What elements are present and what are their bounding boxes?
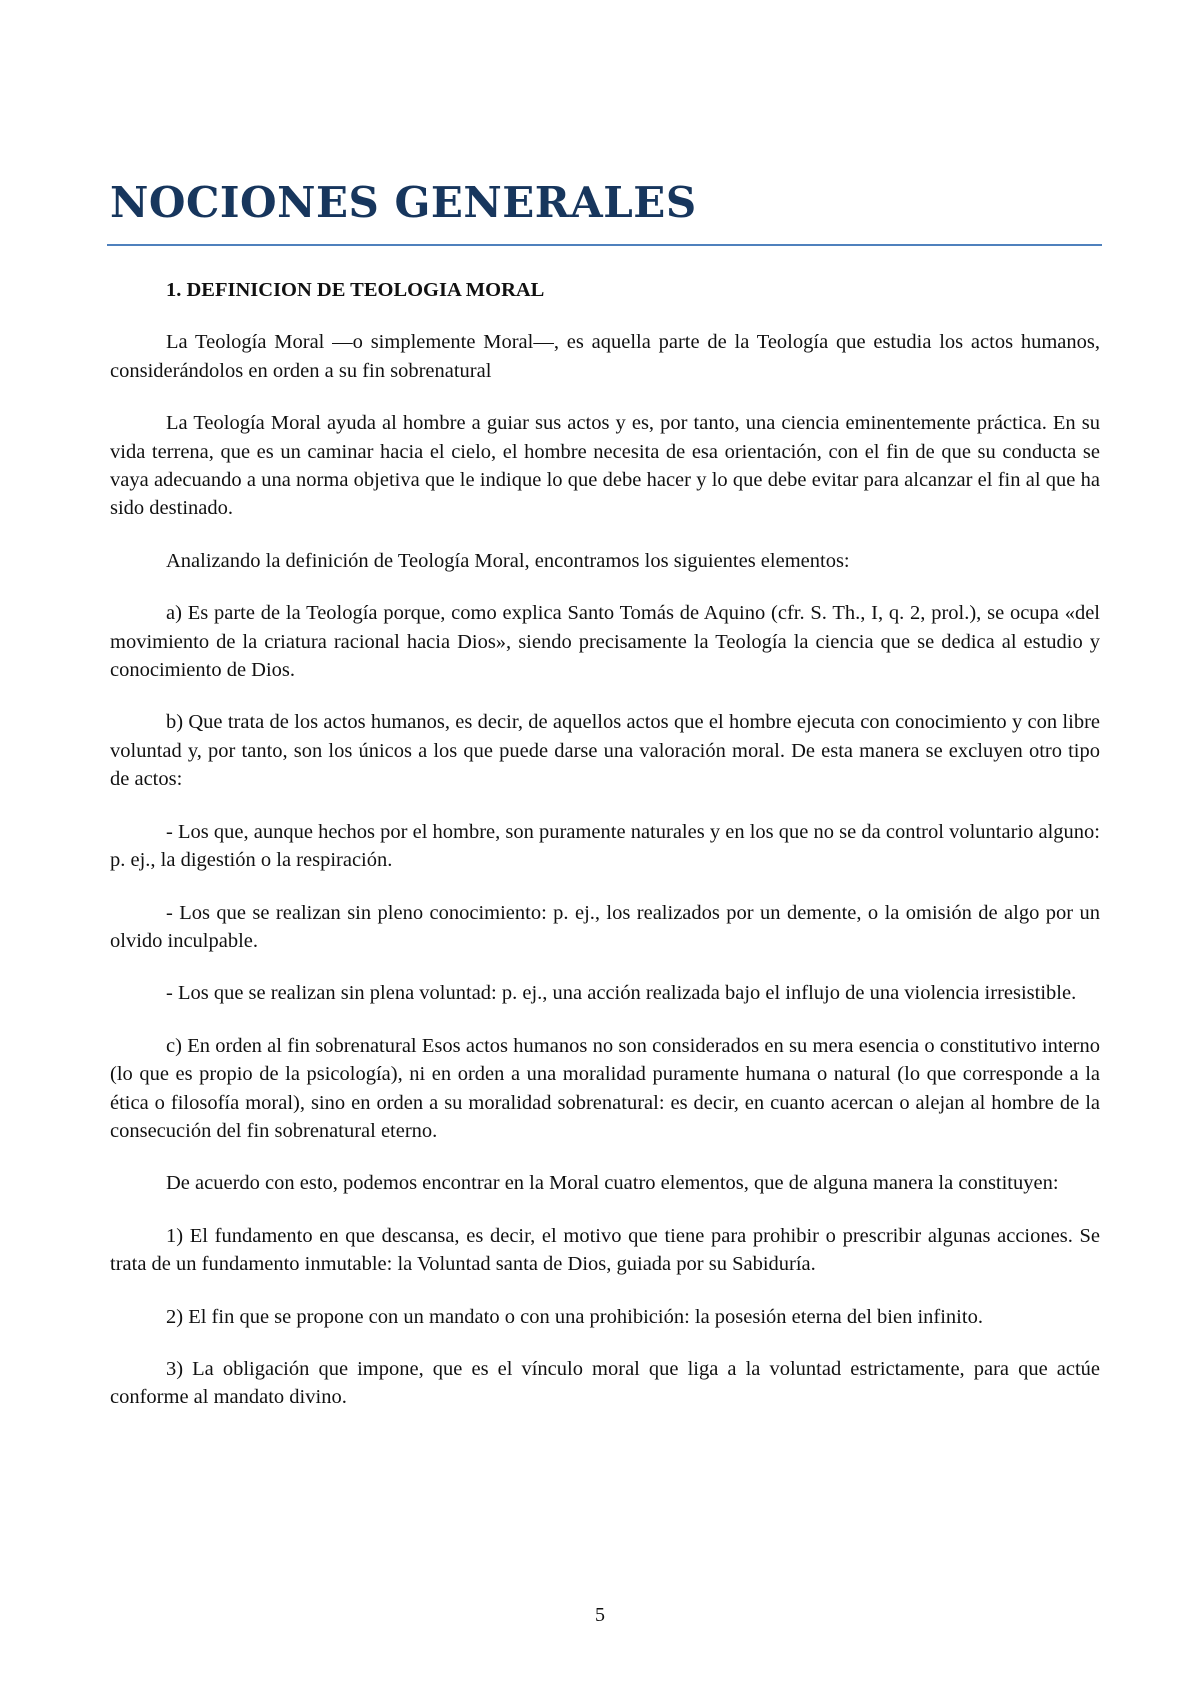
title-underline xyxy=(107,244,1102,246)
paragraph-element-c: c) En orden al fin sobrenatural Esos actos humanos no son considerados en su mera esencia o constitutivo interno (lo que es propio de la psicología), ni en orden a una moralidad puramente humana o natural (lo que corresponde a la ética o filosofía moral), sino en orden a su moralidad sobrenatural: es decir, en cuanto acercan o alejan al hombre de la consecución del fin sobrenatural eterno. xyxy=(110,1034,1100,1142)
paragraph-four-elements: De acuerdo con esto, podemos encontrar en la Moral cuatro elementos, que de alguna manera la constituyen: xyxy=(166,1172,1059,1195)
paragraph-practical-science: La Teología Moral ayuda al hombre a guiar sus actos y es, por tanto, una ciencia eminentemente práctica. En su vida terrena, que es un caminar hacia el cielo, el hombre necesita de esa orientación, con el fin de que su conducta se vaya adecuando a una norma objetiva que le indique lo que debe hacer y lo que debe evitar para alcanzar el fin al que ha sido destinado. xyxy=(110,412,1100,520)
paragraph-element-b: b) Que trata de los actos humanos, es decir, de aquellos actos que el hombre ejecuta con conocimiento y con libre voluntad y, por tanto, son los únicos a los que puede darse una valoración moral. De esta manera se excluyen otro tipo de actos: xyxy=(110,711,1100,791)
paragraph-element-a: a) Es parte de la Teología porque, como explica Santo Tomás de Aquino (cfr. S. Th., I, q. 2, prol.), se ocupa «del movimiento de la criatura racional hacia Dios», siendo precisamente la Teología la ciencia que se dedica al estudio y conocimiento de Dios. xyxy=(110,602,1100,682)
paragraph-exclusion-will: - Los que se realizan sin plena voluntad: p. ej., una acción realizada bajo el influjo de una violencia irresistible. xyxy=(166,982,1077,1005)
paragraph-obligation: 3) La obligación que impone, que es el vínculo moral que liga a la voluntad estrictamente, para que actúe conforme al mandato divino. xyxy=(110,1357,1100,1409)
section-heading: 1. DEFINICION DE TEOLOGIA MORAL xyxy=(166,279,545,301)
paragraph-exclusion-natural: - Los que, aunque hechos por el hombre, son puramente naturales y en los que no se da control voluntario alguno: p. ej., la digestión o la respiración. xyxy=(110,820,1100,872)
paragraph-foundation: 1) El fundamento en que descansa, es decir, el motivo que tiene para prohibir o prescribir algunas acciones. Se trata de un fundamento inmutable: la Voluntad santa de Dios, guiada por su Sabiduría. xyxy=(110,1224,1100,1276)
page-title: NOCIONES GENERALES xyxy=(110,178,697,227)
paragraph-exclusion-knowledge: - Los que se realizan sin pleno conocimiento: p. ej., los realizados por un demente, o la omisión de algo por un olvido inculpable. xyxy=(110,901,1100,952)
paragraph-end: 2) El fin que se propone con un mandato o con una prohibición: la posesión eterna del bien infinito. xyxy=(166,1305,983,1328)
paragraph-elements-intro: Analizando la definición de Teología Moral, encontramos los siguientes elementos: xyxy=(166,549,850,572)
paragraph-definition: La Teología Moral —o simplemente Moral—, es aquella parte de la Teología que estudia los actos humanos, considerándolos en orden a su fin sobrenatural xyxy=(110,331,1100,382)
page-number: 5 xyxy=(595,1604,605,1626)
body-text xyxy=(110,276,1100,1436)
